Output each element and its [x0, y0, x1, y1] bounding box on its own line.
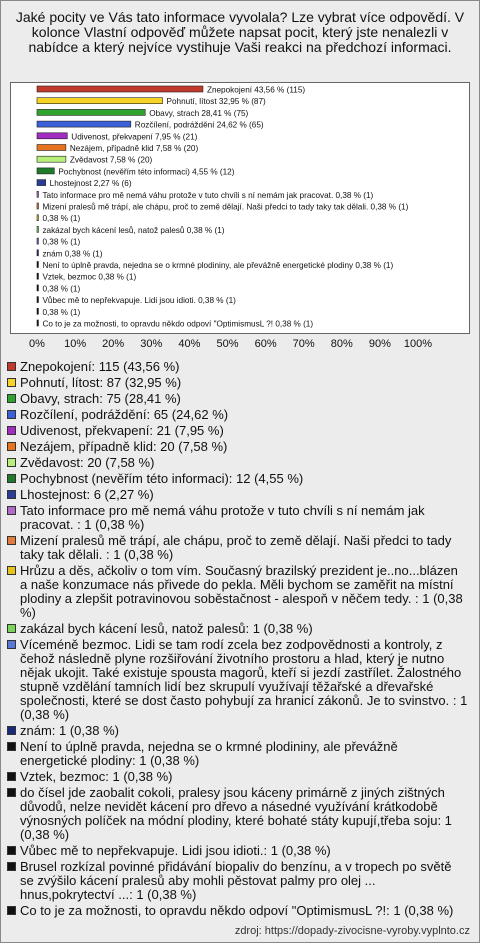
bar-label: Udivenost, překvapení 7,95 % (21): [71, 132, 198, 142]
bar-label: Zvědavost 7,58 % (20): [69, 155, 153, 165]
bar-label: Vztek, bezmoc 0,38 % (1): [42, 272, 137, 282]
legend-swatch: [7, 474, 16, 483]
x-axis-ticks: [0, 338, 480, 354]
legend-swatch: [7, 490, 16, 499]
bar: [37, 98, 163, 104]
x-tick-label: 70%: [292, 338, 315, 350]
legend-label: Tato informace pro mě nemá váhu protože v tuto chvíli s ní nemám jak pracovat. : 1 (0,38 %): [20, 503, 425, 532]
bar: [37, 180, 46, 186]
legend-label: do čísel jde zaobalit cokoli, pralesy jsou káceny primárně z jiných zištných důvodů, nelze nevidět kácení pro dřevo a násedné využívání krátkodobě výnosných políček na módní plodiny, které bohaté státy kupují,třeba soju: 1 (0,38 %): [20, 785, 452, 842]
legend-item: [6, 904, 468, 918]
legend-label: Vůbec mě to nepřekvapuje. Lidi jsou idioti.: 1 (0,38 %): [20, 843, 331, 858]
x-tick-label: 0%: [29, 338, 45, 350]
bar-label: Pochybnost (nevěřím této informaci) 4,55 % (12): [58, 167, 235, 177]
legend-label: Znepokojení: 115 (43,56 %): [20, 359, 180, 374]
bar: [37, 203, 38, 209]
bar: [37, 133, 67, 139]
bar-label: Obavy, strach 28,41 % (75): [149, 108, 249, 118]
legend-swatch: [7, 506, 16, 515]
bar: [37, 121, 131, 127]
bar-label: Není to úplně pravda, nejedna se o krmné plodininy, ale převážně energetické plodiny 0,38 % (1): [42, 261, 394, 270]
bar: [37, 191, 38, 197]
bar-label: 0,38 % (1): [42, 214, 81, 224]
x-tick-label: 50%: [216, 338, 239, 350]
legend-swatch: [7, 640, 16, 649]
legend-swatch: [7, 458, 16, 467]
bar-label: Vůbec mě to nepřekvapuje. Lidi jsou idioti. 0,38 % (1): [42, 296, 236, 306]
bar-plot: [10, 82, 470, 334]
source-footer: zdroj: https://dopady-zivocisne-vyroby.vyplnto.cz: [234, 925, 470, 937]
legend-label: Pohnutí, lítost: 87 (32,95 %): [20, 375, 182, 390]
x-tick-label: 100%: [403, 338, 433, 350]
legend-swatch: [7, 378, 16, 387]
bar: [37, 109, 145, 115]
legend-swatch: [7, 906, 16, 915]
legend-item: [6, 472, 468, 486]
legend-label: Nezájem, případně klid: 20 (7,58 %): [20, 439, 228, 454]
legend-label: Co to je za možnosti, to opravdu někdo odpoví "OptimismusL ?!: 1 (0,38 %): [20, 903, 454, 918]
legend-label: zakázal bych kácení lesů, natož palesů: 1 (0,38 %): [20, 621, 313, 636]
legend-swatch: [7, 788, 16, 797]
bar-label: 0,38 % (1): [42, 284, 81, 294]
bar: [37, 145, 66, 151]
legend-item: [6, 392, 468, 406]
legend-item: [6, 360, 468, 374]
legend-swatch: [7, 426, 16, 435]
bar: [37, 273, 38, 279]
legend-item: [6, 376, 468, 390]
bar-label: Znepokojení 43,56 % (115): [206, 85, 306, 95]
bar-label: 0,38 % (1): [42, 237, 81, 247]
legend-item: [6, 564, 468, 620]
legend-swatch: [7, 442, 16, 451]
bar: [37, 86, 203, 92]
x-tick-label: 80%: [330, 338, 353, 350]
bar: [37, 308, 38, 314]
legend-item: [6, 770, 468, 784]
legend-item: [6, 504, 468, 532]
bar-label: Nezájem, případně klid 7,58 % (20): [69, 144, 199, 153]
legend-item: [6, 860, 468, 902]
x-tick-label: 30%: [140, 338, 163, 350]
legend-label: Udivenost, překvapení: 21 (7,95 %): [20, 423, 224, 438]
legend-item: [6, 424, 468, 438]
legend-label: Vztek, bezmoc: 1 (0,38 %): [20, 769, 173, 784]
legend-swatch: [7, 624, 16, 633]
bar-label: Co to je za možnosti, to opravdu někdo odpoví "OptimismusL ?! 0,38 % (1): [42, 319, 314, 329]
legend-item: [6, 740, 468, 768]
legend-swatch: [7, 846, 16, 855]
bar: [37, 297, 38, 303]
legend-swatch: [7, 362, 16, 371]
legend-item: [6, 622, 468, 636]
bar: [37, 238, 38, 244]
x-tick-label: 10%: [64, 338, 87, 350]
legend-label: Obavy, strach: 75 (28,41 %): [20, 391, 181, 406]
bar: [37, 285, 38, 291]
legend-item: [6, 638, 468, 722]
bar: [37, 262, 38, 268]
legend-item: [6, 440, 468, 454]
legend-item: [6, 786, 468, 842]
x-tick-label: 90%: [368, 338, 391, 350]
bar-label: Rozčílení, podráždění 24,62 % (65): [134, 120, 264, 130]
bar-label: zakázal bych kácení lesů, natož palesů 0,38 % (1): [42, 225, 225, 235]
legend: [6, 360, 468, 920]
legend-swatch: [7, 772, 16, 781]
chart-title: Jaké pocity ve Vás tato informace vyvolala? Lze vybrat více odpovědí. V kolonce Vlastní odpověď můžete napsat pocit, který jste nenalezli v nabídce a který nejvíce vystihuje Vaši reakci na předchozí informaci.: [15, 9, 465, 55]
legend-label: Rozčílení, podráždění: 65 (24,62 %): [20, 407, 229, 422]
legend-item: [6, 534, 468, 562]
legend-item: [6, 724, 468, 738]
legend-label: Brusel rozkízal povinné přidávání biopaliv do benzínu, a v tropech po světě se zvýšilo kácení pralesů aby mohli pěstovat palmy pro olej ... hnus,pokrytectví ...: 1 (0,38 %): [20, 859, 452, 902]
legend-swatch: [7, 536, 16, 545]
legend-label: Lhostejnost: 6 (2,27 %): [20, 487, 154, 502]
legend-label: Není to úplně pravda, nejedna se o krmné plodininy, ale převážně energetické plodiny: 1 (0,38 %): [20, 739, 398, 768]
bar: [37, 226, 38, 232]
legend-label: Víceméně bezmoc. Lidi se tam rodí zcela bez zodpovědnosti a kontroly, z čehož následně plyne rozšiřování životního prostoru a hlad, který je nutno nějak ukojit. Také existuje spousta magorů, kteří si jezdí zastřílet. Žalostného stupně vzdělání tamních lidí bez skrupulí využívají těžařské a dřevařské společnosti, které se dost často pohybují za hranicí zákonů. Je to svinstvo. : 1 (0,38 %): [20, 637, 468, 722]
bar: [37, 320, 38, 326]
bar-label: Pohnutí, lítost 32,95 % (87): [166, 97, 266, 107]
bar-label: Tato informace pro mě nemá váhu protože v tuto chvíli s ní nemám jak pracovat. 0,38 % (1): [42, 190, 374, 200]
bar: [37, 250, 38, 256]
legend-swatch: [7, 862, 16, 871]
x-tick-label: 60%: [254, 338, 277, 350]
legend-label: Zvědavost: 20 (7,58 %): [20, 455, 155, 470]
bar-label: Lhostejnost 2,27 % (6): [49, 179, 132, 189]
legend-swatch: [7, 394, 16, 403]
x-tick-label: 40%: [178, 338, 201, 350]
bar: [37, 215, 38, 221]
legend-item: [6, 488, 468, 502]
bar: [37, 168, 54, 174]
bar-label: Mizení pralesů mě trápí, ale chápu, proč to země dělají. Naši předci to tady taky tak dělali. 0,38 % (1): [42, 202, 409, 212]
legend-item: [6, 844, 468, 858]
bar-label: 0,38 % (1): [42, 307, 81, 317]
legend-swatch: [7, 726, 16, 735]
legend-label: znám: 1 (0,38 %): [20, 723, 119, 738]
legend-label: Mizení pralesů mě trápí, ale chápu, proč to země dělají. Naši předci to tady taky tak dělali. : 1 (0,38 %): [20, 533, 452, 562]
legend-item: [6, 408, 468, 422]
legend-swatch: [7, 566, 16, 575]
x-tick-label: 20%: [102, 338, 125, 350]
bar: [37, 156, 66, 162]
legend-label: Pochybnost (nevěřím této informaci): 12 (4,55 %): [20, 471, 304, 486]
legend-item: [6, 456, 468, 470]
legend-label: Hrůzu a děs, ačkoliv o tom vím. Současný brazilský prezident je..no...blázen a naše konzumace nás přivede do pekla. Měli bychom se zaměřit na místní plodiny a zlepšit potravinovou soběstačnost - alespoň v něčem tedy. : 1 (0,38 %): [20, 563, 463, 620]
legend-swatch: [7, 742, 16, 751]
bar-label: znám 0,38 % (1): [42, 249, 103, 259]
legend-swatch: [7, 410, 16, 419]
